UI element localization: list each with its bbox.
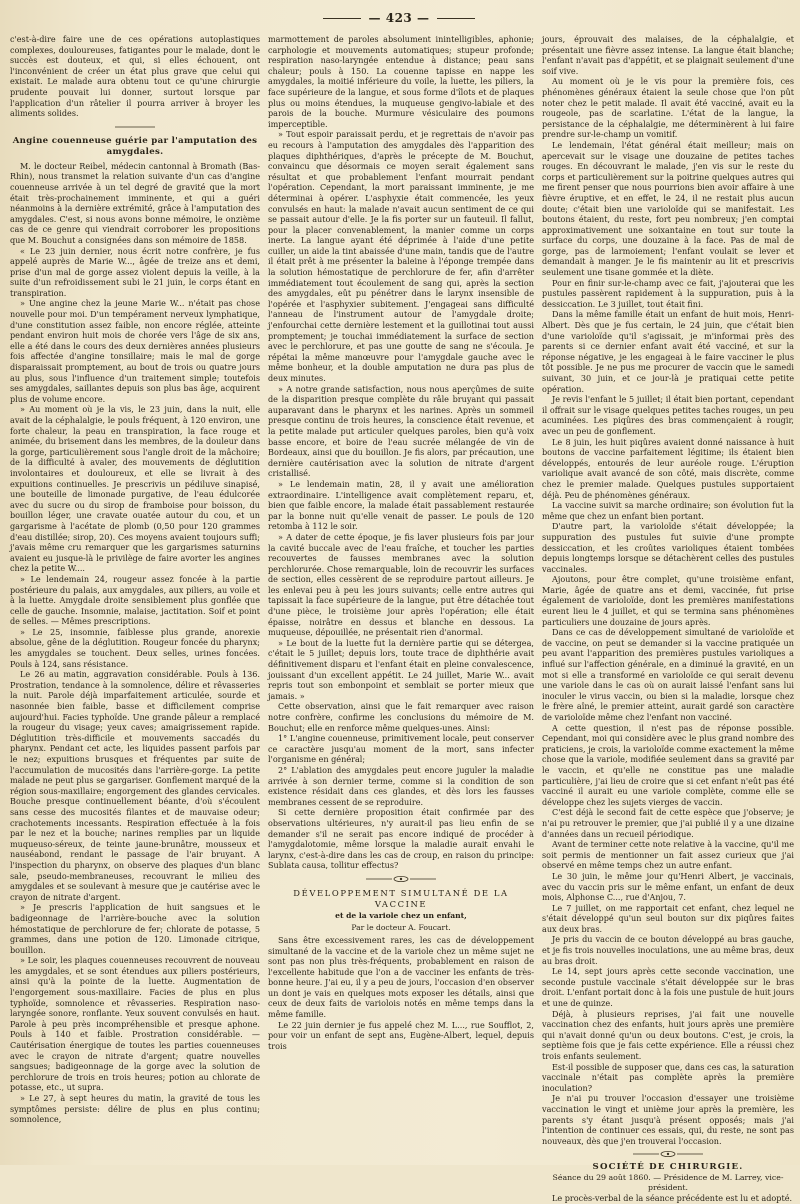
paragraph: M. le docteur Reibel, médecin cantonnal à Bromath (Bas-Rhin), nous transmet la relation suivante d'un cas d'angine couenneuse arrivée à un tel degré de gravité que la mort était très-prochainement imminente, et qui a guéri néanmoins à la dernière extrémité, grâce à l'amputation des amygdales. C'est, si nous avons bonne mémoire, le onzième cas de ce genre qui viendrait corroborer les propositions que M. Bouchut a consignées dans son mémoire de 1858. (10, 160, 260, 245)
paragraph: » Une angine chez la jeune Marie W... n'était pas chose nouvelle pour moi. D'un tempérament nerveux lymphatique, d'une constitution assez faible, non encore réglée, atteinte pendant environ huit mois de chorée vers l'âge de six ans, elle a été dans le cours des deux dernières années plusieurs fois affectée d'angine tonsillaire; mais le mal de gorge disparaissait promptement, au bout de trois ou quatre jours au plus, sous l'influence d'un traitement simple; toutefois ses amygdales, saillantes depuis son plus bas âge, acquirent plus de volume encore. (10, 298, 260, 404)
paragraph: Pour en finir sur-le-champ avec ce fait, j'ajouterai que les pustules passèrent rapidement à la suppuration, puis à la dessiccation. Le 3 juillet, tout était fini. (542, 277, 794, 309)
byline: Par le docteur A. Foucart. (351, 922, 451, 932)
paragraph: Ajoutons, pour être complet, qu'une troisième enfant, Marie, âgée de quatre ans et demi, vaccinée, fut prise également de varioloïde, dont les premières manifestations eurent lieu le 4 juillet, et qui se termina sans phénomènes particuliers une douzaine de jours après. (542, 574, 794, 627)
paragraph: Le lendemain, l'état général était meilleur; mais on apercevait sur le visage une douzaine de petites taches rouges. En découvrant le malade, j'en vis sur le reste du corps et particulièrement sur la poitrine quelques autres qui me firent penser que nous pourrions bien avoir affaire à une fièvre éruptive, et en effet, le 24, il ne restait plus aucun doute; c'était bien une varioloïde qui se manifestait. Les boutons étaient, du reste, fort peu nombreux; j'en comptai approximativement une soixantaine en tout sur toute la surface du corps, une douzaine à la face. Pas de mal de gorge, pas de larmoiement; l'enfant voulait se lever et demandait à manger. Je le fis maintenir au lit et prescrivis seulement une tisane gommée et la diète. (542, 139, 794, 278)
paragraph: 2° L'ablation des amygdales peut encore juguler la maladie arrivée à son dernier terme, comme si la condition de son existence résidait dans ces glandes, et dès lors les fausses membranes cessent de se reproduire. (268, 764, 534, 807)
paragraph: A cette question, il n'est pas de réponse possible. Cependant, moi qui considère avec le plus grand nombre des praticiens, je crois, la varioloïde comme exactement la même chose que la variole, modifiée seulement dans sa gravité par le vaccin, et qu'elle ne constitue pas une maladie particulière, j'ai lieu de croire que si cet enfant n'eût pas été vacciné il aurait eu une variole complète, comme elle se développe chez les sujets vierges de vaccin. (542, 722, 794, 807)
page-header (10, 6, 788, 30)
section-title-vaccine: DÉVELOPPEMENT SIMULTANÉ DE LA VACCINE (293, 887, 509, 909)
paragraph: Si cette dernière proposition était confirmée par des observations ultérieures, n'y aurait-il pas lieu enfin de se demander s'il ne serait pas encore indiqué de procéder à l'amygdalotomie, même lorsque la maladie aurait envahi le larynx, c'est-à-dire dans les cas de croup, en raison du principe: Sublata causa, tollitur effectus? (268, 807, 534, 871)
header-rule-left (323, 18, 361, 19)
section-subtitle: et de la variole chez un enfant, (335, 910, 467, 920)
section-ornament (542, 1150, 794, 1158)
column-3 (542, 34, 794, 1204)
paragraph: » Au moment où je la vis, le 23 juin, dans la nuit, elle avait de la céphalalgie, le pouls fréquent, à 120 environ, une forte chaleur, la peau en transpiration, la face rouge et animée, du brisement dans les membres, de la douleur dans la gorge, particulièrement sous l'angle droit de la mâchoire; de la difficulté à avaler, des mouvements de déglutition involontaires et douloureux, et elle se livrait à des expuitions continuelles. Je prescrivis un pédiluve sinapisé, une bouteille de limonade purgative, de l'eau édulcorée avec du sucre ou du sirop de framboise pour boisson, du bouillon léger, une cravate ouatée autour du cou, et un gargarisme à l'acétate de plomb (0,50 pour 120 grammes d'eau distillée; sirop, 20). Ces moyens avaient toujours suffi; j'avais même cru remarquer que les gargarismes saturnins avaient eu jusque-là le privilège de faire avorter les angines chez la petite W.... (10, 404, 260, 574)
paragraph: » Le 25, insomnie, faiblesse plus grande, anorexie absolue, gêne de la déglutition. Rougeur foncée du pharynx; les amygdales se touchent. Deux selles, urines foncées. Pouls à 124, sans résistance. (10, 626, 260, 669)
page-number: — 423 — (368, 11, 430, 25)
paragraph: D'autre part, la varioloïde s'était développée; la suppuration des pustules fut suivie d'une prompte dessiccation, et les croûtes varioliques étaient tombées depuis longtemps lorsque se détachèrent celles des pustules vaccinales. (542, 521, 794, 574)
paragraph: Est-il possible de supposer que, dans ces cas, la saturation vaccinale n'était pas complète après la première inoculation? (542, 1061, 794, 1093)
paragraph: Le 26 au matin, aggravation considérable. Pouls à 136. Prostration, tendance à la somnolence, délire et rêvasseries la nuit. Parole déjà imparfaitement articulée, sourde et nasonnée bien faible, basse et difficilement comprise aujourd'hui. Facies typhoïde. Une grande pâleur a remplacé la rougeur du visage; yeux caves; amaigrissement rapide. Déglutition très-difficile et mouvements saccadés du pharynx. Pendant cet acte, les liquides passent parfois par le nez; expuitions brusques et fréquentes par suite de l'accumulation de mucosités dans l'arrière-gorge. La petite malade ne peut plus se gargariser. Gonflement marqué de la région sous-maxillaire; engorgement des glandes cervicales. Bouche presque continuellement béante, d'où s'écoulent sans cesse des mucosités filantes et de mauvaise odeur; crachotements incessants. Respiration effectuée à la fois par le nez et la bouche; narines remplies par un liquide muqueuso-séreux, de teinte jaune-brunâtre, mousseux et nauséabond, rendant le passage de l'air bruyant. A l'inspection du pharynx, on observe des plaques d'un blanc sale, pseudo-membraneuses, recouvrant le milieu des amygdales et se soulevant à mesure que je cautérise avec le crayon de nitrate d'argent. (10, 669, 260, 902)
paragraph: » A notre grande satisfaction, nous nous aperçûmes de suite de la disparition presque complète du râle bruyant qui passait auparavant dans le pharynx et les narines. Après un sommeil presque continu de trois heures, la conscience était revenue, et la petite malade put articuler quelques paroles, bien qu'à voix basse encore, et boire de l'eau sucrée mélangée de vin de Bordeaux, ainsi que du bouillon. Je fis alors, par précaution, une dernière cautérisation avec la solution de nitrate d'argent cristallisé. (268, 383, 534, 479)
short-rule (10, 123, 260, 131)
paragraph: Sans être excessivement rares, les cas de développement simultané de la vaccine et de la variole chez un même sujet ne sont pas non plus très-fréquents, probablement en raison de l'excellente habitude que l'on a de vacciner les enfants de très-bonne heure. J'ai eu, il y a peu de jours, l'occasion d'en observer un dont je vais en quelques mots exposer les détails, ainsi que ceux de deux faits de variolois notés en même temps dans la même famille. (268, 934, 534, 1020)
paragraph: Je n'ai pu trouver l'occasion d'essayer une troisième vaccination le vingt et unième jour après la première, les parents s'y étant jusqu'à présent opposés; mais j'ai l'intention de continuer ces essais, qui, du reste, ne sont pas nouveaux, dès que j'en trouverai l'occasion. (542, 1093, 794, 1146)
paragraph: Avant de terminer cette note relative à la vaccine, qu'il me soit permis de mentionner un fait assez curieux que j'ai observé en même temps chez un autre enfant. (542, 839, 794, 871)
paragraph: Dans la même famille était un enfant de huit mois, Henri-Albert. Dès que je fus certain, le 24 juin, que c'était bien d'une varioloïde qu'il s'agissait, je m'informai près des parents si ce dernier enfant avait été vacciné, et sur la réponse négative, je les engageai à le faire vacciner le plus tôt possible. Je ne pus me procurer de vaccin que le samedi suivant, 30 juin, et ce jour-là je pratiquai cette petite opération. (542, 309, 794, 394)
section-ornament (268, 875, 534, 883)
society-title: SOCIÉTÉ DE CHIRURGIE. (592, 1162, 744, 1173)
paragraph: Le 22 juin dernier je fus appelé chez M. L..., rue Soufflot, 2, pour voir un enfant de sept ans, Eugène-Albert, lequel, depuis trois (268, 1019, 534, 1051)
paragraph: 1° L'angine couenneuse, primitivement locale, peut conserver ce caractère jusqu'au moment de la mort, sans infecter l'organisme en général; (268, 733, 534, 765)
paragraph: » Le soir, les plaques couenneuses recouvrent de nouveau les amygdales, et se sont étendues aux piliers postérieurs, ainsi qu'à la pointe de la luette. Augmentation de l'engorgement sous-maxillaire. Facies de plus en plus typhoïde, somnolence et rêvasseries. Respiration naso-laryngée sonore, ronflante. Yeux souvent convulsés en haut. Parole à peu près incompréhensible et presque aphone. Pouls à 140 et faible. Prostration considérable. — Cautérisation énergique de toutes les parties couenneuses avec le crayon de nitrate d'argent; quatre nouvelles sangsues; badigeonnage de la gorge avec la solution de perchlorure de trois en trois heures; potion au chlorate de potasse, etc., ut supra. (10, 955, 260, 1093)
paragraph: Le 7 juillet, on me rapportait cet enfant, chez lequel ne s'était développé qu'un seul bouton sur dix piqûres faites aux deux bras. (542, 902, 794, 934)
paragraph: » A dater de cette époque, je fis laver plusieurs fois par jour la cavité buccale avec de l'eau fraîche, et toucher les parties recouvertes de fausses membranes avec la solution perchlorurée. Chose remarquable, loin de recouvrir les surfaces de section, elles cessèrent de se reproduire partout ailleurs. Je les enlevai peu à peu les jours suivants; celle entre autres qui tapissait la face supérieure de la langue, put être détachée tout d'une pièce, le troisième jour après l'opération; elle était épaisse, noirâtre en dessus et blanche en dessous. La muqueuse, dépouillée, ne présentait rien d'anormal. (268, 531, 534, 638)
paragraph: C'est déjà le second fait de cette espèce que j'observe; je n'ai pu retrouver le premier, que j'ai publié il y a une dizaine d'années dans un recueil périodique. (542, 807, 794, 839)
paragraph: » Je prescris l'application de huit sangsues et le badigeonnage de l'arrière-bouche avec la solution hémostatique de perchlorure de fer; chlorate de potasse, 5 grammes, dans une potion de 120. Limonade citrique, bouillon. (10, 902, 260, 955)
paragraph: Le 8 juin, les huit piqûres avaient donné naissance à huit boutons de vaccine parfaitement légitime; ils étaient bien développés, entourés de leur auréole rouge. L'éruption variolique avait avancé de son côté, mais discrète, comme chez le premier malade. Quelques pustules supportaient déjà. Peu de phénomènes généraux. (542, 436, 794, 500)
paragraph: Dans ce cas de développement simultané de varioloïde et de vaccine, on peut se demander si la vaccine pratiquée un peu avant l'apparition des premières pustules varioliques a influé sur l'affection générale, en a diminué la gravité, en un mot si elle a transformé en varioloïde ce qui serait devenu une variole dans le cas où on aurait laissé l'enfant sans lui inoculer le virus vaccin, ou bien si la maladie, lorsque chez le frère aîné, le premier atteint, aurait gardé son caractère de varioloïde même chez l'enfant non vacciné. (542, 627, 794, 722)
society-session-date: Séance du 29 août 1860. — Présidence de M. Larrey, vice-président. (552, 1173, 784, 1193)
paragraph: Le 14, sept jours après cette seconde vaccination, une seconde pustule vaccinale s'était développée sur le bras droit. L'enfant portait donc à la fois une pustule de huit jours et une de quinze. (542, 966, 794, 1009)
paragraph: « Le 23 juin dernier, nous écrit notre confrère, je fus appelé auprès de Marie W..., âgée de treize ans et demi, prise d'un mal de gorge assez violent depuis la veille, à la suite d'un refroidissement subi le 21 juin, le corps étant en transpiration. (10, 245, 260, 298)
paragraph-continued: jours, éprouvait des malaises, de la céphalalgie, et présentait une fièvre assez intense. La langue était blanche; l'enfant n'avait pas d'appétit, et se plaignait seulement d'une soif vive. (542, 34, 794, 76)
paragraph: » Le lendemain 24, rougeur assez foncée à la partie postérieure du palais, aux amygdales, aux piliers, au voile et à la luette. Amygdale droite sensiblement plus gonflée que celle de gauche. Insomnie, malaise, jactitation. Soif et point de selles. — Mêmes prescriptions. (10, 573, 260, 627)
paragraph: Au moment où je le vis pour la première fois, ces phénomènes généraux étaient la seule chose que l'on pût noter chez le petit malade. Il avait été vacciné, avait eu la rougeole, pas de scarlatine. L'état de la langue, la persistance de la céphalalgie, me déterminèrent à lui faire prendre sur-le-champ un vomitif. (542, 76, 794, 140)
paragraph: » Le lendemain matin, 28, il y avait une amélioration extraordinaire. L'intelligence avait complètement reparu, et, bien que faible encore, la malade était passablement restaurée par la bonne nuit qu'elle venait de passer. Le pouls de 120 retomba à 112 le soir. (268, 478, 534, 532)
article-title-angine: Angine couenneuse guérie par l'amputation des amygdales. (12, 135, 258, 157)
text-columns (10, 34, 794, 1204)
paragraph: » Le bout de la luette fut la dernière partie qui se détergea, c'était le 5 juillet; depuis lors, toute trace de diphthérie avait définitivement disparu et l'enfant était en pleine convalescence, jouissant d'un excellent appétit. Le 24 juillet, Marie W... avait repris tout son embonpoint et semblait se porter mieux que jamais. » (268, 637, 534, 701)
header-rule-right (437, 18, 475, 19)
paragraph: Cette observation, ainsi que le fait remarquer avec raison notre confrère, confirme les conclusions du mémoire de M. Bouchut; elle en renforce même quelques-unes. Ainsi: (268, 701, 534, 733)
paragraph: » Tout espoir paraissait perdu, et je regrettais de n'avoir pas eu recours à l'amputation des amygdales dès l'apparition des plaques diphthériques, d'après le précepte de M. Bouchut, convaincu que désormais ce moyen serait également sans résultat et que probablement l'enfant mourrait pendant l'opération. Cependant, la mort paraissant imminente, je me déterminai à opérer. L'asphyxie était commencée, les yeux convulsés en haut: la malade n'avait aucun sentiment de ce qui se passait autour d'elle. Je la fis porter sur un fauteuil. Il fallut, pour la placer convenablement, la manier comme un corps inerte. La langue ayant été déprimée à l'aide d'une petite cuiller, un aide la tint abaissée d'une main, tandis que de l'autre il était prêt à me présenter la baleine à l'éponge trempée dans la solution hémostatique de perchlorure de fer, afin d'arrêter immédiatement tout écoulement de sang qui, après la section des amygdales, eût pu pénétrer dans le larynx insensible de l'opérée et l'asphyxier subitement. J'engageai sans difficulté l'anneau de l'instrument autour de l'amygdale droite; j'enfourchai cette dernière lestement et la guillotinai tout aussi promptement; je touchai immédiatement la surface de section avec le perchlorure, et pas une goutte de sang ne s'écoula. Je répétai la même manœuvre pour l'amygdale gauche avec le même bonheur, et la double amputation ne dura pas plus de deux minutes. (268, 129, 534, 383)
column-2 (268, 34, 534, 1204)
paragraph: Le procès-verbal de la séance précédente est lu et adopté. (552, 1193, 793, 1204)
paragraph-continued: marmottement de paroles absolument inintelligibles, aphonie; carphologie et mouvements automatiques; stupeur profonde; respiration naso-laryngée entendue à distance; peau sans chaleur; pouls à 150. La couenne tapisse en nappe les amygdales, la moitié inférieure du voile, la luette, les piliers, la face supérieure de la langue, et sous forme d'îlots et de plaques plus ou moins étendues, la muqueuse gengivo-labiale et des parois de la bouche. Murmure vésiculaire des poumons imperceptible. (268, 34, 534, 129)
paragraph: La vaccine suivit sa marche ordinaire; son évolution fut la même que chez un enfant bien portant. (542, 500, 794, 521)
column-1 (10, 34, 260, 1204)
paragraph: Je revis l'enfant le 5 juillet; il était bien portant, cependant il offrait sur le visage quelques petites taches rouges, un peu acuminées. Les piqûres des bras commençaient à rougir, avec un peu de gonflement. (542, 394, 794, 436)
intro-paragraph: c'est-à-dire faire une de ces opérations autoplastiques complexes, douloureuses, fatigantes pour le malade, dont le succès est douteux, et qui, si elles échouent, ont l'inconvénient de créer un état plus grave que celui qui existait. Le malade aura obtenu tout ce qu'une chirurgie prudente pouvait lui donner, surtout lorsque par l'application d'un râtelier il pourra arriver à broyer les aliments solides. (10, 34, 260, 119)
paragraph: Je pris du vaccin de ce bouton développé au bras gauche, et je fis trois nouvelles inoculations, une au même bras, deux au bras droit. (542, 934, 794, 966)
paragraph: Le 30 juin, le même jour qu'Henri Albert, je vaccinais, avec du vaccin pris sur le même enfant, un enfant de deux mois, Alphonse C..., rue d'Anjou, 7. (542, 870, 794, 903)
paragraph: Déjà, à plusieurs reprises, j'ai fait une nouvelle vaccination chez des enfants, huit jours après une première qui n'avait donné qu'un ou deux boutons. C'est, je crois, la septième fois que je fais cette expérience. Elle a réussi chez trois enfants seulement. (542, 1008, 794, 1061)
paragraph: » Le 27, à sept heures du matin, la gravité de tous les symptômes persiste: délire de plus en plus continu; somnolence, (10, 1093, 260, 1125)
